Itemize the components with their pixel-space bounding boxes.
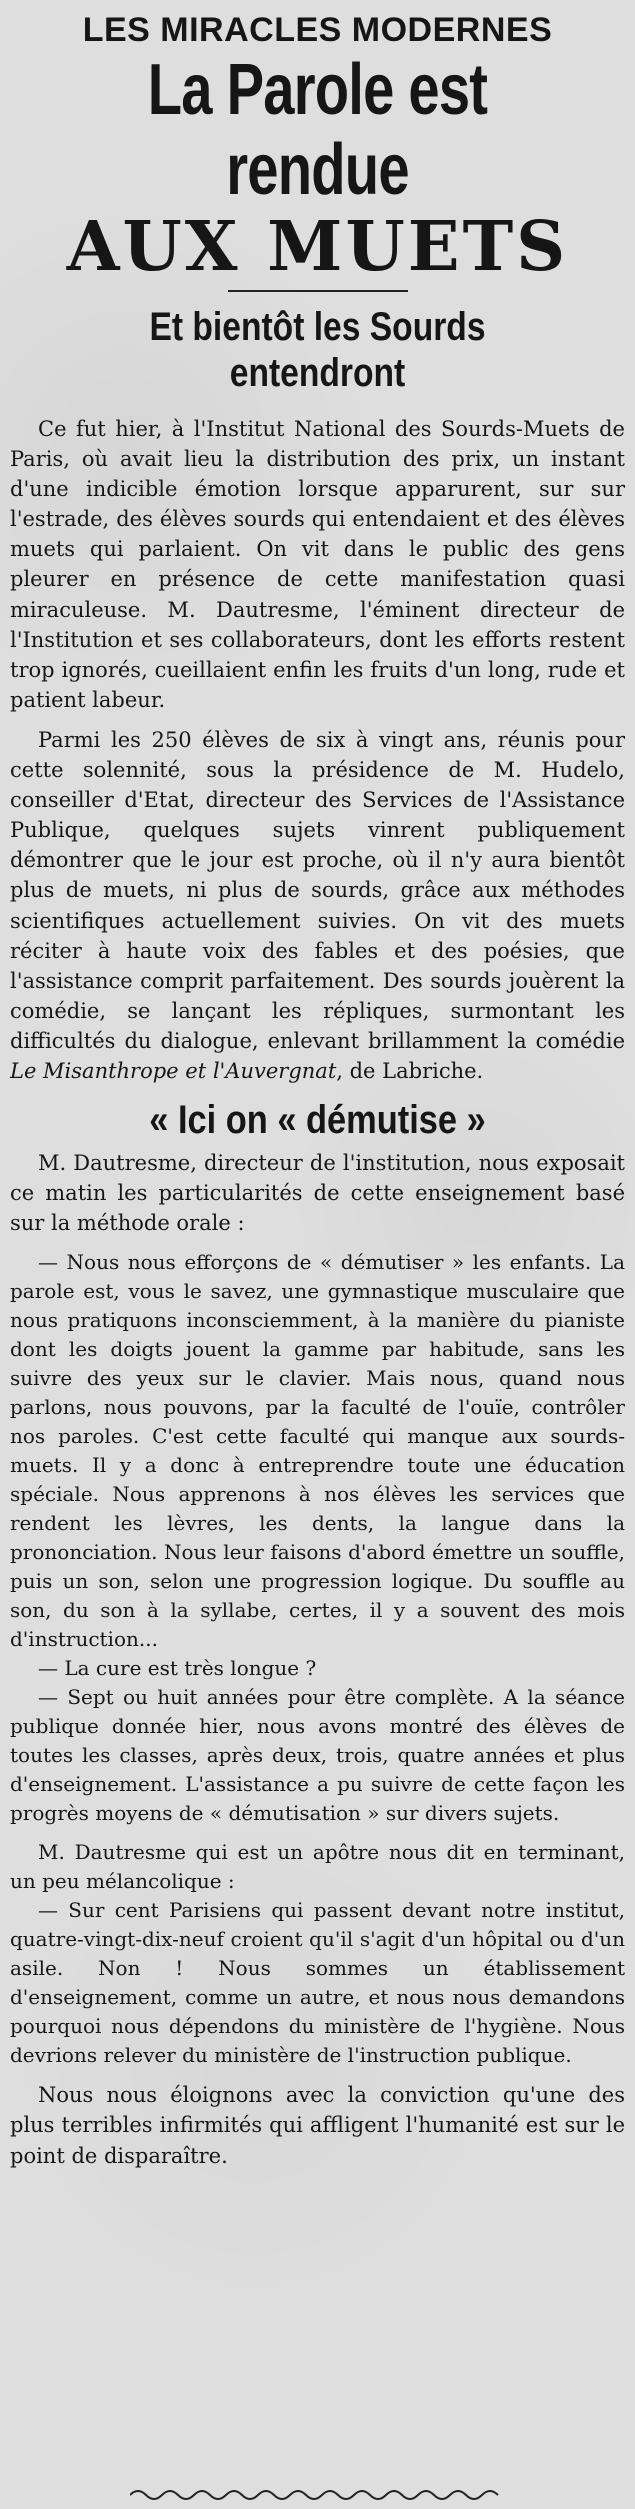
paragraph-5: — La cure est très longue ? (38, 1656, 317, 1681)
subhead: AUX MUETS (66, 207, 569, 287)
deck-title: Et bientôt les Sourds entendront (149, 305, 486, 395)
headline: La Parole est rendue (147, 50, 488, 210)
paragraph-8: — Sur cent Parisiens qui passent devant notre institut, quatre-vingt-dix-neuf croient qu'il s'agit d'un hôpital ou d'un asile. Non ! Nous sommes un établissement d'enseignement, comme un autre, et nous nous demandons pourquoi nous dépendons du ministère de l'hygiène. Nous devrions relever du ministère de l'instruction publique. (10, 1898, 625, 2068)
wave-divider-icon (130, 2485, 505, 2501)
paragraph-2 (10, 725, 625, 1086)
paragraph-7: M. Dautresme qui est un apôtre nous dit en terminant, un peu mélancolique : (10, 1840, 625, 1894)
play-title: Le Misanthrope et l'Auvergnat (10, 1058, 337, 1083)
paragraph-6: — Sept ou huit années pour être complète. A la séance publique donnée hier, nous avons montré des élèves de toutes les classes, après deux, trois, quatre années et plus d'enseignement. L'assistance a pu suivre de cette façon les progrès moyens de « démutisation » sur divers sujets. (10, 1685, 625, 1826)
paragraph-4: — Nous nous efforçons de « démutiser » les enfants. La parole est, vous le savez, une gymnastique musculaire que nous pratiquons inconsciemment, à la manière du pianiste dont les doigts jouent la gamme par habitude, sans les suivre des yeux sur le clavier. Mais nous, quand nous parlons, nous pouvons, par la faculté de l'ouïe, contrôler nos paroles. C'est cette faculté qui manque aux sourds-muets. Il y a donc à entreprendre toute une éducation spéciale. Nous apprenons à nos élèves les services que rendent les lèvres, les dents, la langue dans la prononciation. Nous leur faisons d'abord émettre un souffle, puis un son, selon une progression logique. Du souffle au son, du son à la syllabe, certes, il y a souvent des mois d'instruction... (10, 1250, 625, 1652)
title-divider (228, 290, 408, 292)
paragraph-2-part-1: Parmi les 250 élèves de six à vingt ans, réunis pour cette solennité, sous la présidence de M. Hudelo, conseiller d'Etat, directeur des Services de l'Assistance Publique, quelques sujets vinrent publiquement démontrer que le jour est proche, où il n'y aura bientôt plus de muets, ni plus de sourds, grâce aux méthodes scientifiques actuellement suivies. On vit des muets réciter à haute voix des fables et des poésies, que l'assistance comprit parfaitement. Des sourds jouèrent la comédie, se lançant les répliques, surmontant les difficultés du dialogue, enlevant brillamment la comédie (10, 727, 625, 1053)
paragraph-1: Ce fut hier, à l'Institut National des Sourds-Muets de Paris, où avait lieu la distribution des prix, un instant d'une indicible émotion lorsque apparurent, sur sur l'estrade, des élèves sourds qui entendaient et des élèves muets qui parlaient. On vit dans le public des gens pleurer en présence de cette manifestation quasi miraculeuse. M. Dautresme, l'éminent directeur de l'Institution et ses collaborateurs, dont les efforts restent trop ignorés, cueillaient enfin les fruits d'un long, rude et patient labeur. (10, 417, 625, 712)
section-title: « Ici on « démutise » (149, 1098, 486, 1143)
kicker-title: LES MIRACLES MODERNES (82, 11, 553, 49)
paragraph-2-part-2: , de Labriche. (336, 1058, 484, 1083)
end-ornament (130, 2485, 505, 2501)
paragraph-3: M. Dautresme, directeur de l'institution, nous exposait ce matin les particularités de cette enseignement basé sur la méthode orale : (10, 1151, 625, 1236)
paragraph-9: Nous nous éloignons avec la conviction qu'une des plus terribles infirmités qui affligent l'humanité est sur le point de disparaître. (10, 2083, 625, 2168)
